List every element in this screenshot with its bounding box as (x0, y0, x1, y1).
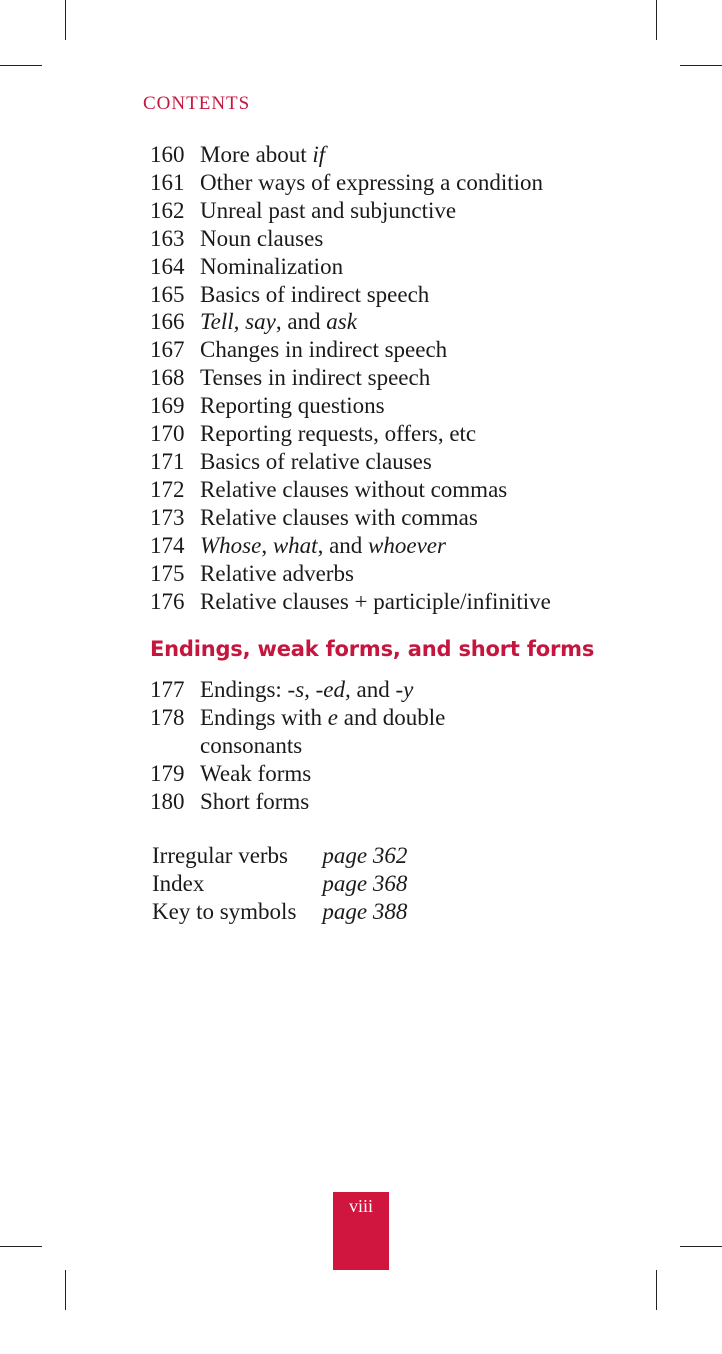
toc-title-italic: whoever (368, 532, 446, 558)
section-heading: Endings, weak forms, and short forms (150, 637, 595, 661)
toc-title-text: Relative clauses without commas (200, 476, 508, 502)
reference-row (152, 870, 407, 898)
toc-entry-number: 174 (150, 532, 185, 558)
crop-mark (680, 1246, 722, 1247)
toc-entry-number: 163 (150, 225, 185, 251)
toc-entry-title (200, 532, 446, 560)
toc-entry-number: 160 (150, 142, 185, 167)
toc-title-text: Reporting requests, offers, etc (200, 421, 477, 447)
toc-title-text: Noun clauses (200, 225, 324, 251)
toc-entry-title (200, 392, 385, 420)
toc-title-text: Unreal past and subjunctive (200, 197, 457, 223)
toc-title-italic: if (312, 142, 326, 167)
crop-mark (65, 0, 66, 40)
toc-title-italic: -y (395, 677, 414, 702)
toc-title-text: Basics of indirect speech (200, 281, 430, 307)
toc-entry (150, 476, 551, 504)
toc-entry (150, 169, 551, 197)
toc-entry-number: 168 (150, 365, 185, 391)
toc-entry (150, 225, 551, 253)
toc-entry-number: 170 (150, 421, 185, 447)
crop-mark (0, 1246, 42, 1247)
toc-entry (150, 281, 551, 309)
toc-title-text: Relative clauses + participle/infinitive (200, 588, 551, 614)
toc-entry-number: 167 (150, 337, 185, 363)
toc-title-italic: -s, -ed, (287, 677, 351, 702)
reference-page: page 362 (322, 843, 408, 868)
toc-entry-title (200, 225, 323, 253)
toc-entry-number: 177 (150, 677, 185, 702)
toc-title-italic: Whose (200, 532, 262, 558)
toc-entry (150, 788, 500, 816)
toc-title-italic: Tell, say (200, 309, 276, 335)
toc-entry-title (200, 704, 500, 760)
toc-title-text: , and (317, 532, 369, 558)
toc-entry-number: 161 (150, 169, 185, 195)
reference-page: page 368 (322, 870, 408, 896)
toc-entry (150, 308, 551, 336)
toc-title-text: Tenses in indirect speech (200, 365, 431, 391)
toc-entry (150, 336, 551, 364)
page-header: CONTENTS (143, 93, 251, 114)
toc-entry-title (200, 760, 311, 788)
toc-title-text: Relative adverbs (200, 560, 354, 586)
toc-title-text: Endings with (200, 704, 328, 730)
toc-entry-number: 178 (150, 704, 185, 730)
toc-entry-title (200, 448, 432, 476)
reference-row (152, 898, 407, 926)
toc-title-text: , (261, 532, 273, 558)
toc-entry-title (200, 504, 478, 532)
toc-entry-title (200, 560, 354, 588)
toc-entry-number: 172 (150, 476, 185, 502)
toc-entry (150, 141, 551, 169)
toc-list (150, 676, 500, 816)
toc-entry-title (200, 420, 476, 448)
toc-title-text: Changes in indirect speech (200, 337, 448, 363)
toc-entry-title (200, 169, 543, 197)
toc-entry (150, 560, 551, 588)
toc-title-text: More about (200, 142, 313, 167)
toc-entry-title (200, 588, 551, 616)
toc-entry-number: 175 (150, 560, 185, 586)
toc-title-italic: what (272, 532, 318, 558)
toc-entry (150, 420, 551, 448)
toc-entry-title (200, 281, 429, 309)
toc-title-text: and (350, 677, 396, 702)
toc-title-text: , and (275, 309, 327, 335)
toc-entry (150, 676, 500, 704)
toc-entry-title (200, 336, 447, 364)
toc-title-text: Weak forms (200, 760, 312, 786)
toc-title-italic: e (327, 704, 338, 730)
toc-title-text: Reporting questions (200, 393, 385, 419)
toc-title-italic: ask (326, 309, 357, 335)
toc-entry (150, 704, 500, 760)
toc-title-text: Basics of relative clauses (200, 448, 432, 474)
crop-mark (656, 0, 657, 40)
toc-entry-number: 173 (150, 504, 185, 530)
toc-title-text: Other ways of expressing a condition (200, 169, 544, 195)
toc-entry-number: 162 (150, 197, 185, 223)
toc-entry (150, 364, 551, 392)
toc-entry-title (200, 364, 430, 392)
toc-entry (150, 448, 551, 476)
reference-label: Index (152, 870, 205, 896)
reference-page: page 388 (322, 898, 408, 924)
reference-label: Key to symbols (152, 898, 297, 924)
toc-entry-title (200, 308, 357, 336)
toc-entry (150, 504, 551, 532)
toc-entry (150, 760, 500, 788)
toc-entry (150, 197, 551, 225)
toc-entry-number: 176 (150, 588, 185, 614)
toc-title-text: Short forms (200, 788, 310, 814)
crop-mark (65, 1270, 66, 1310)
reference-row (152, 842, 407, 870)
toc-entry (150, 253, 551, 281)
toc-entry-title (200, 197, 456, 225)
toc-entry-number: 169 (150, 393, 185, 419)
toc-title-text: and double consonants (200, 704, 446, 758)
toc-entry-title (200, 476, 507, 504)
crop-mark (0, 65, 42, 66)
toc-entry-number: 165 (150, 281, 185, 307)
toc-entry-number: 179 (150, 760, 185, 786)
crop-mark (680, 65, 722, 66)
toc-entry-number: 166 (150, 309, 185, 335)
reference-table (152, 842, 407, 926)
page-number: viii (333, 1192, 389, 1270)
toc-list (150, 141, 551, 615)
crop-mark (656, 1270, 657, 1310)
toc-entry-title (200, 253, 343, 281)
toc-entry-number: 164 (150, 253, 185, 279)
toc-title-text: Nominalization (200, 253, 344, 279)
toc-entry-number: 171 (150, 448, 185, 474)
toc-entry (150, 392, 551, 420)
toc-title-text: Endings: (200, 677, 288, 702)
toc-entry-title (200, 141, 325, 169)
toc-title-text: Relative clauses with commas (200, 504, 478, 530)
toc-entry-title (200, 676, 413, 704)
reference-label: Irregular verbs (152, 843, 289, 868)
toc-entry-number: 180 (150, 788, 185, 814)
toc-entry-title (200, 788, 309, 816)
toc-entry (150, 532, 551, 560)
toc-entry (150, 588, 551, 616)
